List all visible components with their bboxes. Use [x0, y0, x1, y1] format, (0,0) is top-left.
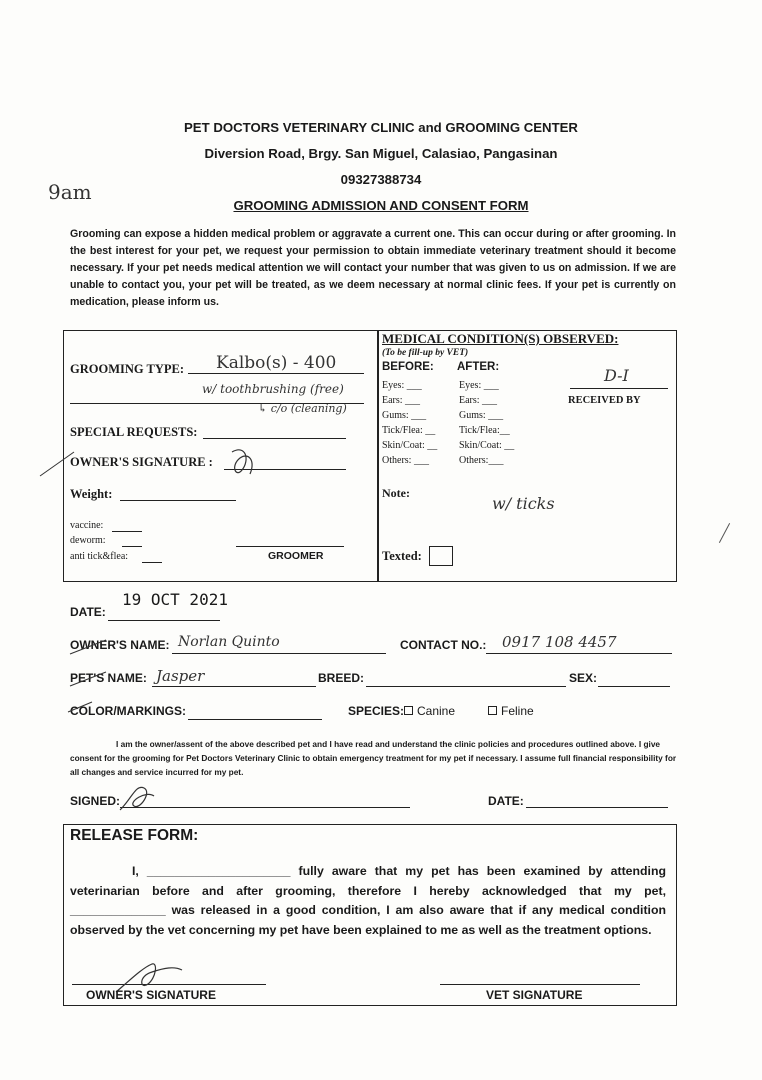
before-list [382, 378, 437, 468]
after-ears[interactable]: Ears: ___ [459, 395, 498, 406]
deworm-field[interactable] [122, 545, 142, 547]
species-canine-option[interactable] [404, 704, 455, 718]
clinic-name: PET DOCTORS VETERINARY CLINIC and GROOMING CENTER [184, 120, 578, 135]
note-value: w/ ticks [492, 494, 555, 513]
box-divider [377, 331, 379, 581]
before-label: BEFORE: [382, 361, 434, 373]
clinic-phone: 09327388734 [340, 172, 422, 187]
date-label: DATE: [70, 605, 106, 619]
pen-strokes [66, 626, 126, 716]
grooming-extra-2: ↳ c/o (cleaning) [258, 402, 347, 415]
after-others[interactable]: Others:___ [459, 455, 504, 466]
medical-subtitle: (To be fill-up by VET) [382, 348, 469, 358]
before-skin-coat[interactable]: Skin/Coat: __ [382, 440, 438, 451]
vet-signature-field[interactable] [440, 983, 640, 985]
received-by-field[interactable] [570, 387, 668, 389]
pet-name-label: PET'S NAME: [70, 671, 147, 685]
before-others[interactable]: Others: ___ [382, 455, 429, 466]
owner-signature-mark [36, 440, 276, 485]
release-title: RELEASE FORM: [70, 827, 199, 844]
vet-signature-label: VET SIGNATURE [486, 988, 583, 1002]
species-label: SPECIES: [348, 704, 405, 718]
before-tick-flea[interactable]: Tick/Flea: __ [382, 425, 436, 436]
pet-name-field[interactable] [152, 685, 316, 687]
after-skin-coat[interactable]: Skin/Coat: __ [459, 440, 515, 451]
before-eyes[interactable]: Eyes: ___ [382, 380, 422, 391]
color-field[interactable] [188, 718, 322, 720]
after-list [459, 378, 514, 468]
species-feline-option[interactable] [488, 704, 534, 718]
canine-checkbox[interactable] [404, 706, 413, 715]
anti-tick-field[interactable] [142, 561, 162, 563]
handwritten-time: 9am [48, 180, 92, 204]
before-gums[interactable]: Gums: ___ [382, 410, 427, 421]
after-tick-flea[interactable]: Tick/Flea:__ [459, 425, 510, 436]
form-title [0, 198, 762, 213]
note-label: Note: [382, 486, 410, 500]
groomer-label: GROOMER [268, 550, 324, 562]
feline-checkbox[interactable] [488, 706, 497, 715]
vaccine-label: vaccine: [70, 520, 104, 531]
contact-field[interactable] [486, 652, 672, 654]
owner-name-field[interactable] [172, 652, 386, 654]
owner-release-signature-label: OWNER'S SIGNATURE [86, 988, 216, 1002]
signed-date-field[interactable] [526, 806, 668, 808]
texted-checkbox[interactable] [429, 546, 453, 566]
grooming-type-label: GROOMING TYPE: [70, 362, 185, 376]
before-ears[interactable]: Ears: ___ [382, 395, 421, 406]
weight-field[interactable] [120, 499, 236, 501]
clinic-address: Diversion Road, Brgy. San Miguel, Calasiao, Pangasinan [204, 146, 558, 161]
texted-label: Texted: [382, 549, 422, 563]
medical-title: MEDICAL CONDITION(S) OBSERVED: [382, 331, 619, 346]
release-paragraph: I, _____________________ fully aware that my pet has been examined by attending veterinarian before and after grooming, therefore I hereby acknowledged that my pet, ______________ was released in a good condition, I am also aware that if any medical condition observed by the vet concerning my pet have been explained to me as well as the treatment options. [70, 864, 666, 937]
special-requests-field[interactable] [203, 437, 346, 439]
deworm-label: deworm: [70, 535, 106, 546]
color-label: COLOR/MARKINGS: [70, 704, 186, 718]
grooming-type-value: Kalbo(s) - 400 [216, 353, 337, 373]
after-gums[interactable]: Gums: ___ [459, 410, 504, 421]
signed-label: SIGNED: [70, 794, 121, 808]
vaccine-field[interactable] [112, 530, 142, 532]
pet-name-value: Jasper [156, 667, 205, 685]
owner-name-label: OWNER'S NAME: [70, 638, 170, 652]
contact-label: CONTACT NO.: [400, 638, 487, 652]
canine-label: Canine [417, 704, 456, 718]
grooming-extra-1: w/ toothbrushing (free) [202, 382, 344, 396]
anti-tick-label: anti tick&flea: [70, 551, 129, 562]
breed-label: BREED: [318, 671, 365, 685]
sex-field[interactable] [598, 685, 670, 687]
consent-paragraph: I am the owner/assent of the above described pet and I have read and understand the clinic policies and procedures outlined above. I give consent for the grooming for Pet Doctors Veterinary Clinic to obtain emergency treatment for my pet if necessary. I assume full financial responsibility for all changes and service incurred for my pet. [70, 739, 677, 777]
after-label: AFTER: [457, 361, 500, 373]
sex-label: SEX: [569, 671, 598, 685]
contact-value: 0917 108 4457 [502, 633, 617, 651]
breed-field[interactable] [366, 685, 566, 687]
date-value: 19 OCT 2021 [122, 590, 228, 609]
signed-signature-mark [110, 780, 170, 820]
owner-name-value: Norlan Quinto [178, 634, 280, 650]
date-field[interactable] [108, 619, 220, 621]
after-eyes[interactable]: Eyes: ___ [459, 380, 499, 391]
margin-mark [719, 523, 730, 543]
received-by-label: RECEIVED BY [568, 395, 641, 406]
owner-signature-label: OWNER'S SIGNATURE : [70, 455, 213, 469]
signed-date-label: DATE: [488, 794, 524, 808]
form-title-text: GROOMING ADMISSION AND CONSENT FORM [233, 198, 529, 213]
intro-paragraph: Grooming can expose a hidden medical problem or aggravate a current one. This can occur during or after grooming. In the best interest for your pet, we request your permission to obtain immediate veterinary treatment should it become necessary. If your pet needs medical attention we will contact your number that was given to us on admission. If we are unable to contact you, your pet will be treated, as we deem necessary at normal clinic fees. If your pet is currently on medication, please inform us. [70, 228, 676, 308]
special-requests-label: SPECIAL REQUESTS: [70, 425, 198, 439]
received-by-value: D-I [604, 366, 629, 385]
groomer-signature-field[interactable] [236, 545, 344, 547]
feline-label: Feline [501, 704, 534, 718]
weight-label: Weight: [70, 487, 113, 501]
